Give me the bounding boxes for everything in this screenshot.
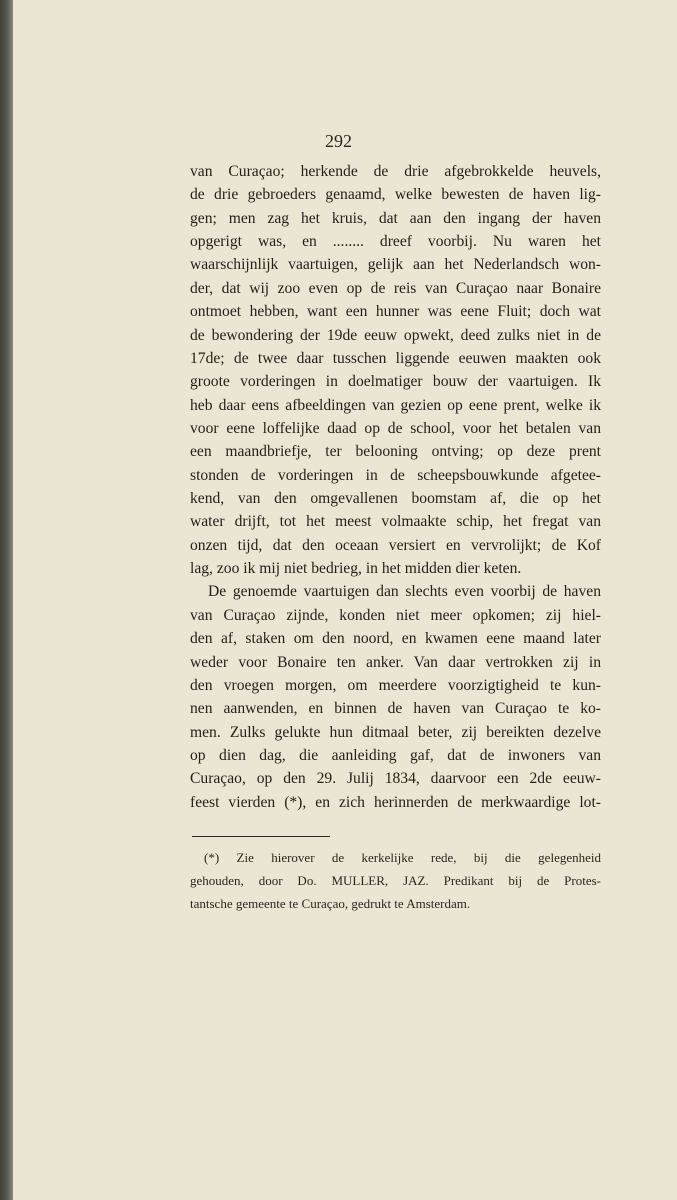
text-line: van Curaçao; herkende de drie afgebrokkelde heuvels, bbox=[190, 163, 601, 180]
text-line: opgerigt was, en ........ dreef voorbij. Nu waren het bbox=[190, 233, 601, 251]
footnote-line: (*) Zie hierover de kerkelijke rede, bij die gelegenheid bbox=[204, 850, 601, 865]
text-line: kend, van den omgevallenen boomstam af, die op het bbox=[190, 490, 601, 508]
text-line: van Curaçao zijnde, konden niet meer opkomen; zij hiel- bbox=[190, 606, 601, 624]
text-line: gen; men zag het kruis, dat aan den ingang der haven bbox=[190, 209, 601, 227]
text-line: feest vierden (*), en zich herinnerden de merkwaardige lot- bbox=[190, 793, 601, 811]
text-line: heb daar eens afbeeldingen van gezien op eene prent, welke ik bbox=[190, 396, 601, 414]
footnote bbox=[190, 846, 601, 915]
text-line: lag, zoo ik mij niet bedrieg, in het midden dier keten. bbox=[190, 560, 522, 578]
text-line: waarschijnlijk vaartuigen, gelijk aan het Nederlandsch won- bbox=[190, 256, 601, 274]
book-binding-edge bbox=[0, 0, 13, 1200]
text-line: voor eene loffelijke daad op de school, voor het betalen van bbox=[190, 419, 601, 437]
text-line: men. Zulks gelukte hun ditmaal beter, zij bereikten dezelve bbox=[190, 723, 601, 741]
text-line: der, dat wij zoo even op de reis van Curaçao naar Bonaire bbox=[190, 279, 601, 297]
page-number: 292 bbox=[325, 131, 352, 151]
text-line: nen aanwenden, en binnen de haven van Curaçao te ko- bbox=[190, 700, 601, 718]
text-line: den af, staken om den noord, en kwamen eene maand later bbox=[190, 630, 601, 648]
text-line: de bewondering der 19de eeuw opwekt, deed zulks niet in de bbox=[190, 326, 601, 344]
text-line: den vroegen morgen, om meerdere voorzigtigheid te kun- bbox=[190, 676, 601, 694]
text-line: stonden de vorderingen in de scheepsbouwkunde afgetee- bbox=[190, 466, 601, 484]
text-line: water drijft, tot het meest volmaakte schip, het fregat van bbox=[190, 513, 601, 531]
footnote-line: gehouden, door Do. MULLER, JAZ. Predikant bij de Protes- bbox=[190, 873, 601, 888]
footnote-divider bbox=[192, 836, 330, 837]
paragraph-start-line: De genoemde vaartuigen dan slechts even voorbij de haven bbox=[208, 583, 601, 601]
text-line: groote vorderingen in doelmatiger bouw der vaartuigen. Ik bbox=[190, 373, 601, 391]
text-line: op dien dag, die aanleiding gaf, dat de inwoners van bbox=[190, 746, 601, 764]
text-line: ontmoet hebben, want een hunner was eene Fluit; doch wat bbox=[190, 303, 601, 321]
text-line: een maandbriefje, ter belooning ontving; op deze prent bbox=[190, 443, 601, 461]
body-text bbox=[190, 160, 601, 814]
text-line: 17de; de twee daar tusschen liggende eeuwen maakten ook bbox=[190, 349, 601, 367]
text-line: onzen tijd, dat den oceaan versiert en vervrolijkt; de Kof bbox=[190, 536, 601, 554]
text-line: de drie gebroeders genaamd, welke bewesten de haven lig- bbox=[190, 186, 601, 204]
text-line: weder voor Bonaire ten anker. Van daar vertrokken zij in bbox=[190, 653, 601, 671]
footnote-line: tantsche gemeente te Curaçao, gedrukt te Amsterdam. bbox=[190, 896, 471, 911]
text-line: Curaçao, op den 29. Julij 1834, daarvoor een 2de eeuw- bbox=[190, 770, 601, 788]
